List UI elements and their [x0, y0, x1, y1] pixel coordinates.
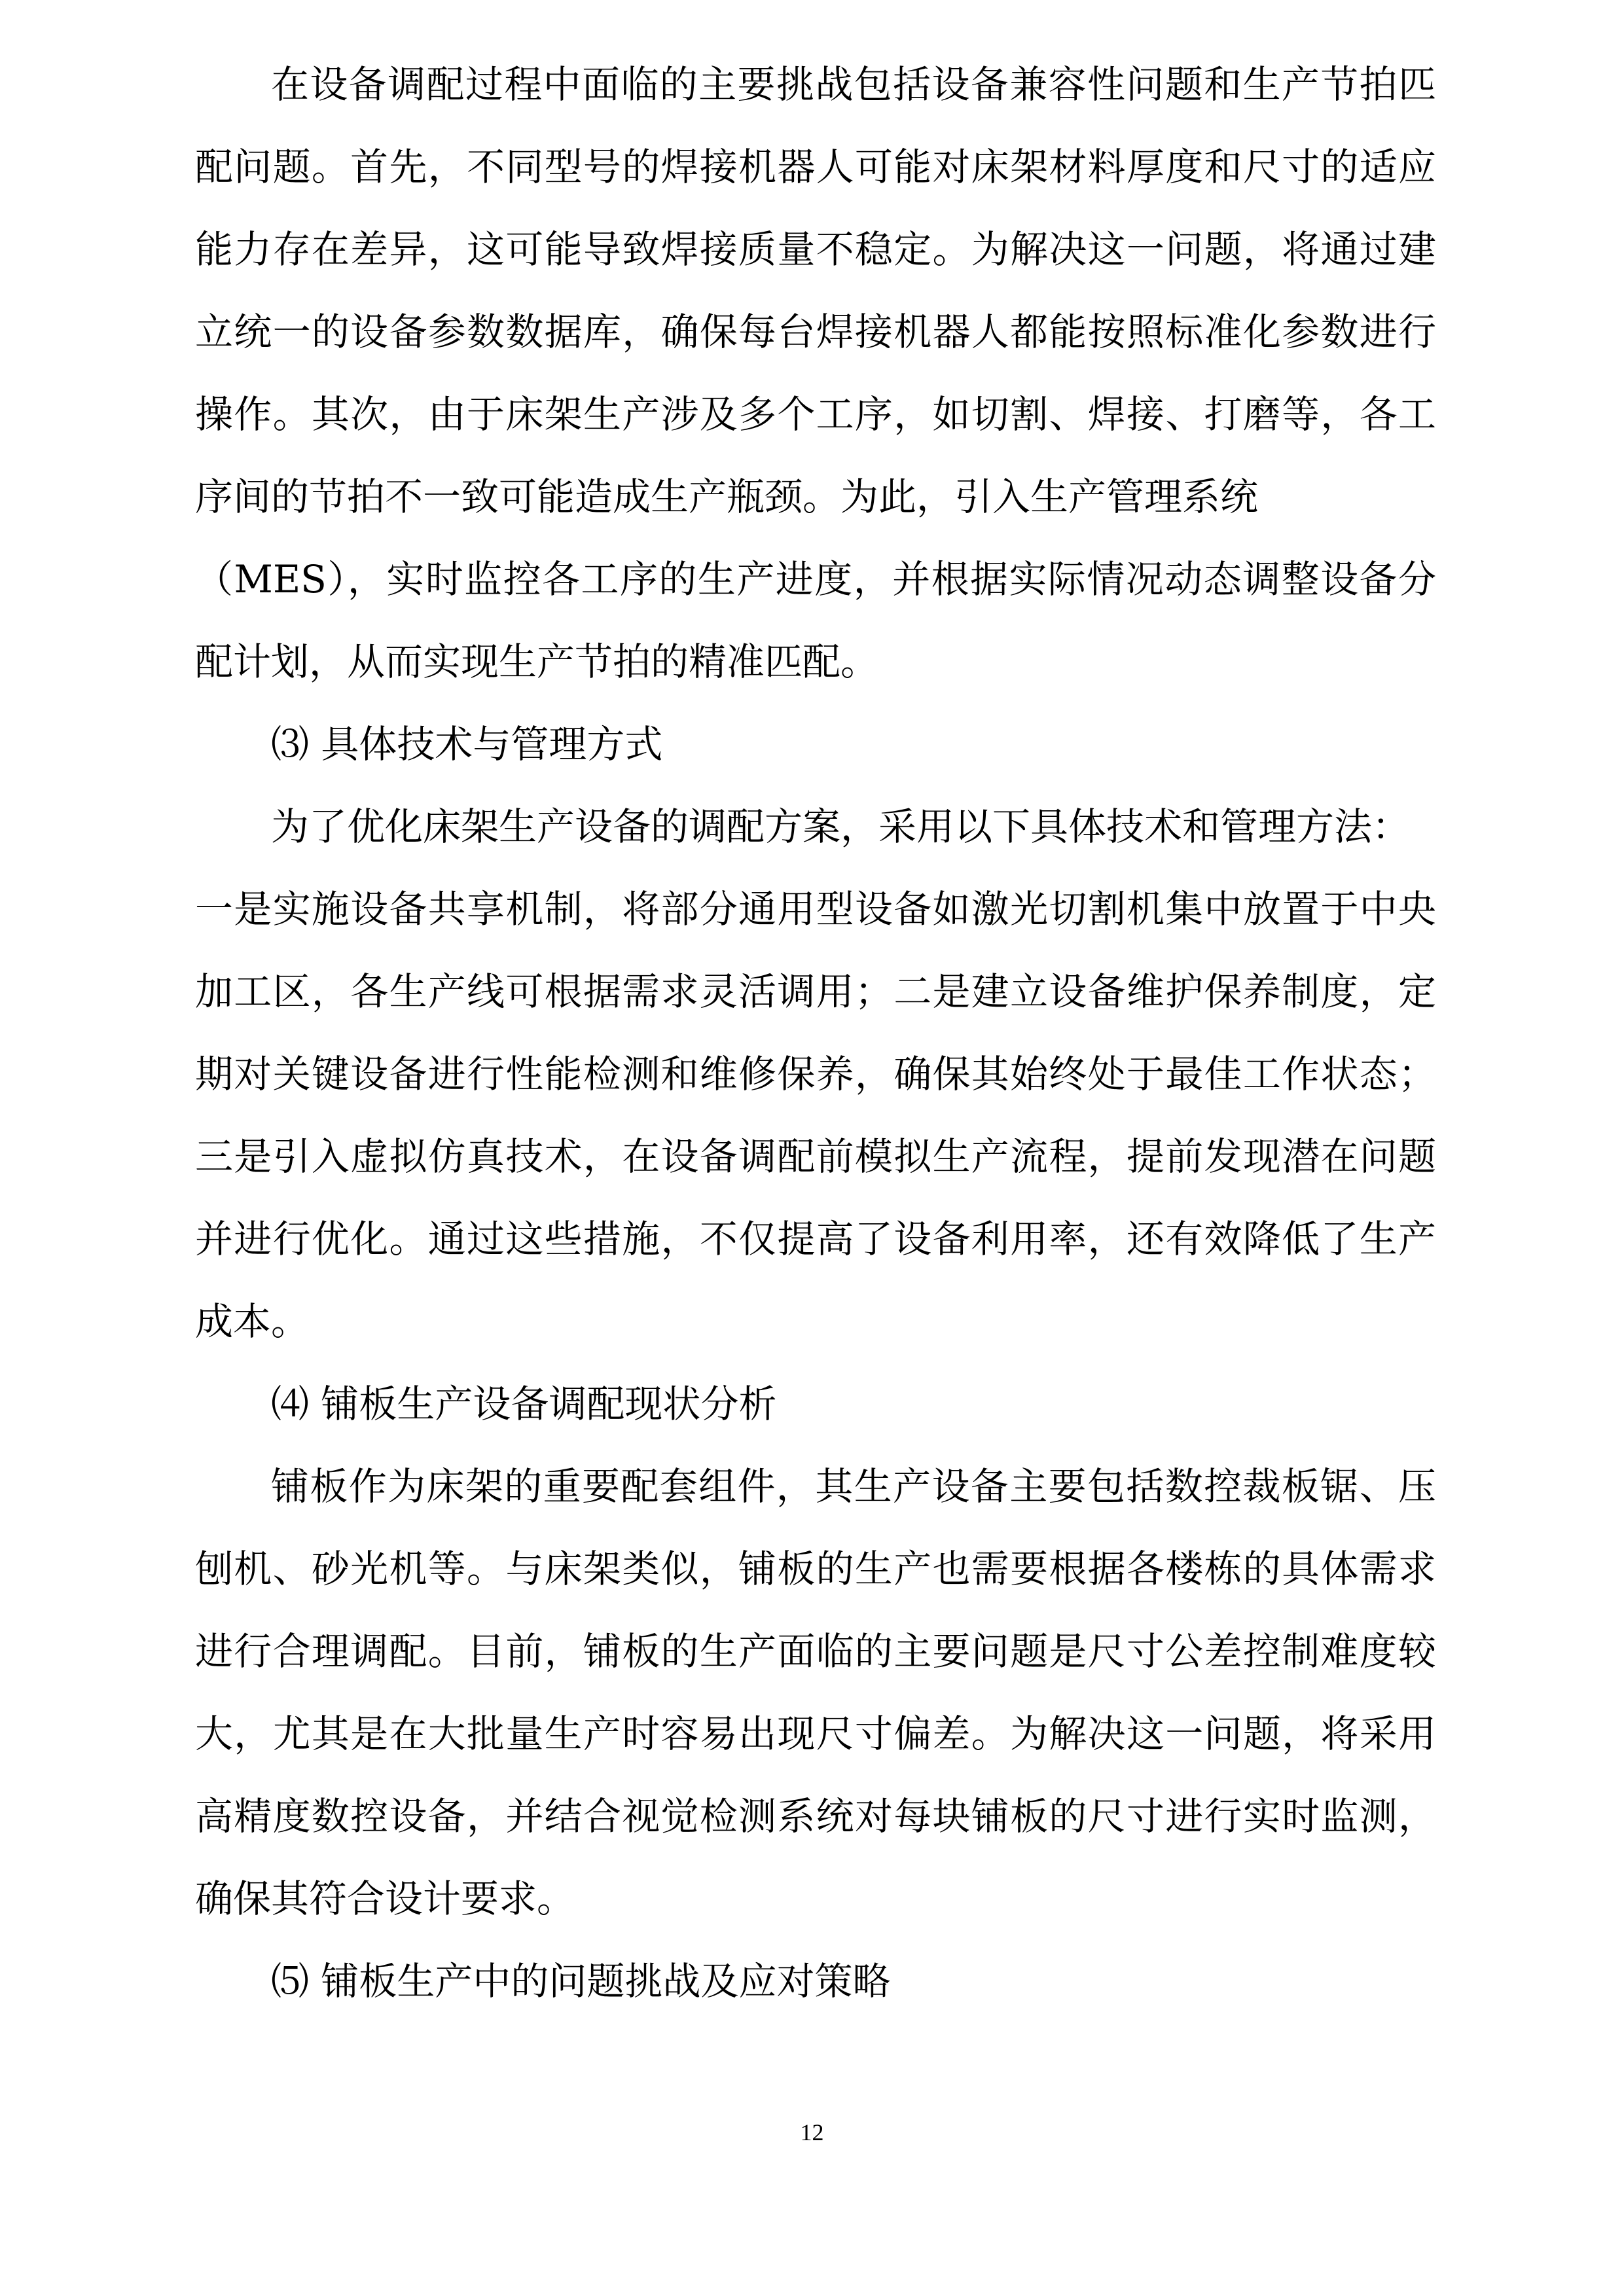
paragraph-technology-management	[195, 785, 1436, 1363]
text-line: 能力存在差异，这可能导致焊接质量不稳定。为解决这一问题，将通过建	[195, 227, 1436, 272]
text-line: 操作。其次，由于床架生产涉及多个工序，如切割、焊接、打磨等，各工	[195, 392, 1436, 437]
section-heading-3: ⑶ 具体技术与管理方式	[271, 722, 663, 766]
text-line: 配计划，从而实现生产节拍的精准匹配。	[195, 639, 879, 684]
text-line: 配问题。首先，不同型号的焊接机器人可能对床架材料厚度和尺寸的适应	[195, 145, 1436, 189]
section-heading-4: ⑷ 铺板生产设备调配现状分析	[271, 1382, 777, 1426]
text-line: 加工区，各生产线可根据需求灵活调用；二是建立设备维护保养制度，定	[195, 969, 1436, 1014]
text-line: 大，尤其是在大批量生产时容易出现尺寸偏差。为解决这一问题，将采用	[195, 1712, 1436, 1756]
text-line: 序间的节拍不一致可能造成生产瓶颈。为此，引入生产管理系统	[195, 475, 1259, 519]
paragraph-paving-board-analysis	[195, 1445, 1436, 1940]
text-line: 确保其符合设计要求。	[195, 1876, 575, 1921]
text-line: 刨机、砂光机等。与床架类似，铺板的生产也需要根据各楼栋的具体需求	[195, 1547, 1436, 1591]
section-heading-5: ⑸ 铺板生产中的问题挑战及应对策略	[271, 1959, 891, 2003]
text-line: 立统一的设备参数数据库，确保每台焊接机器人都能按照标准化参数进行	[195, 310, 1436, 354]
paragraph-equipment-challenges	[195, 43, 1436, 703]
text-line: 铺板作为床架的重要配套组件，其生产设备主要包括数控裁板锯、压	[271, 1464, 1436, 1509]
text-line: 高精度数控设备，并结合视觉检测系统对每块铺板的尺寸进行实时监测，	[195, 1794, 1436, 1839]
text-line: 三是引入虚拟仿真技术，在设备调配前模拟生产流程，提前发现潜在问题	[195, 1134, 1436, 1179]
text-line: 进行合理调配。目前，铺板的生产面临的主要问题是尺寸公差控制难度较	[195, 1629, 1436, 1674]
text-line: 一是实施设备共享机制，将部分通用型设备如激光切割机集中放置于中央	[195, 887, 1436, 931]
text-line: （MES），实时监控各工序的生产进度，并根据实际情况动态调整设备分	[195, 557, 1436, 601]
text-line: 在设备调配过程中面临的主要挑战包括设备兼容性问题和生产节拍匹	[271, 62, 1436, 107]
text-line: 为了优化床架生产设备的调配方案，采用以下具体技术和管理方法：	[271, 804, 1411, 849]
page-number: 12	[800, 2119, 824, 2145]
text-line: 期对关键设备进行性能检测和维修保养，确保其始终处于最佳工作状态；	[195, 1052, 1436, 1096]
text-line: 并进行优化。通过这些措施，不仅提高了设备利用率，还有效降低了生产	[195, 1217, 1436, 1261]
document-page	[195, 43, 1436, 2022]
text-line: 成本。	[195, 1299, 310, 1344]
